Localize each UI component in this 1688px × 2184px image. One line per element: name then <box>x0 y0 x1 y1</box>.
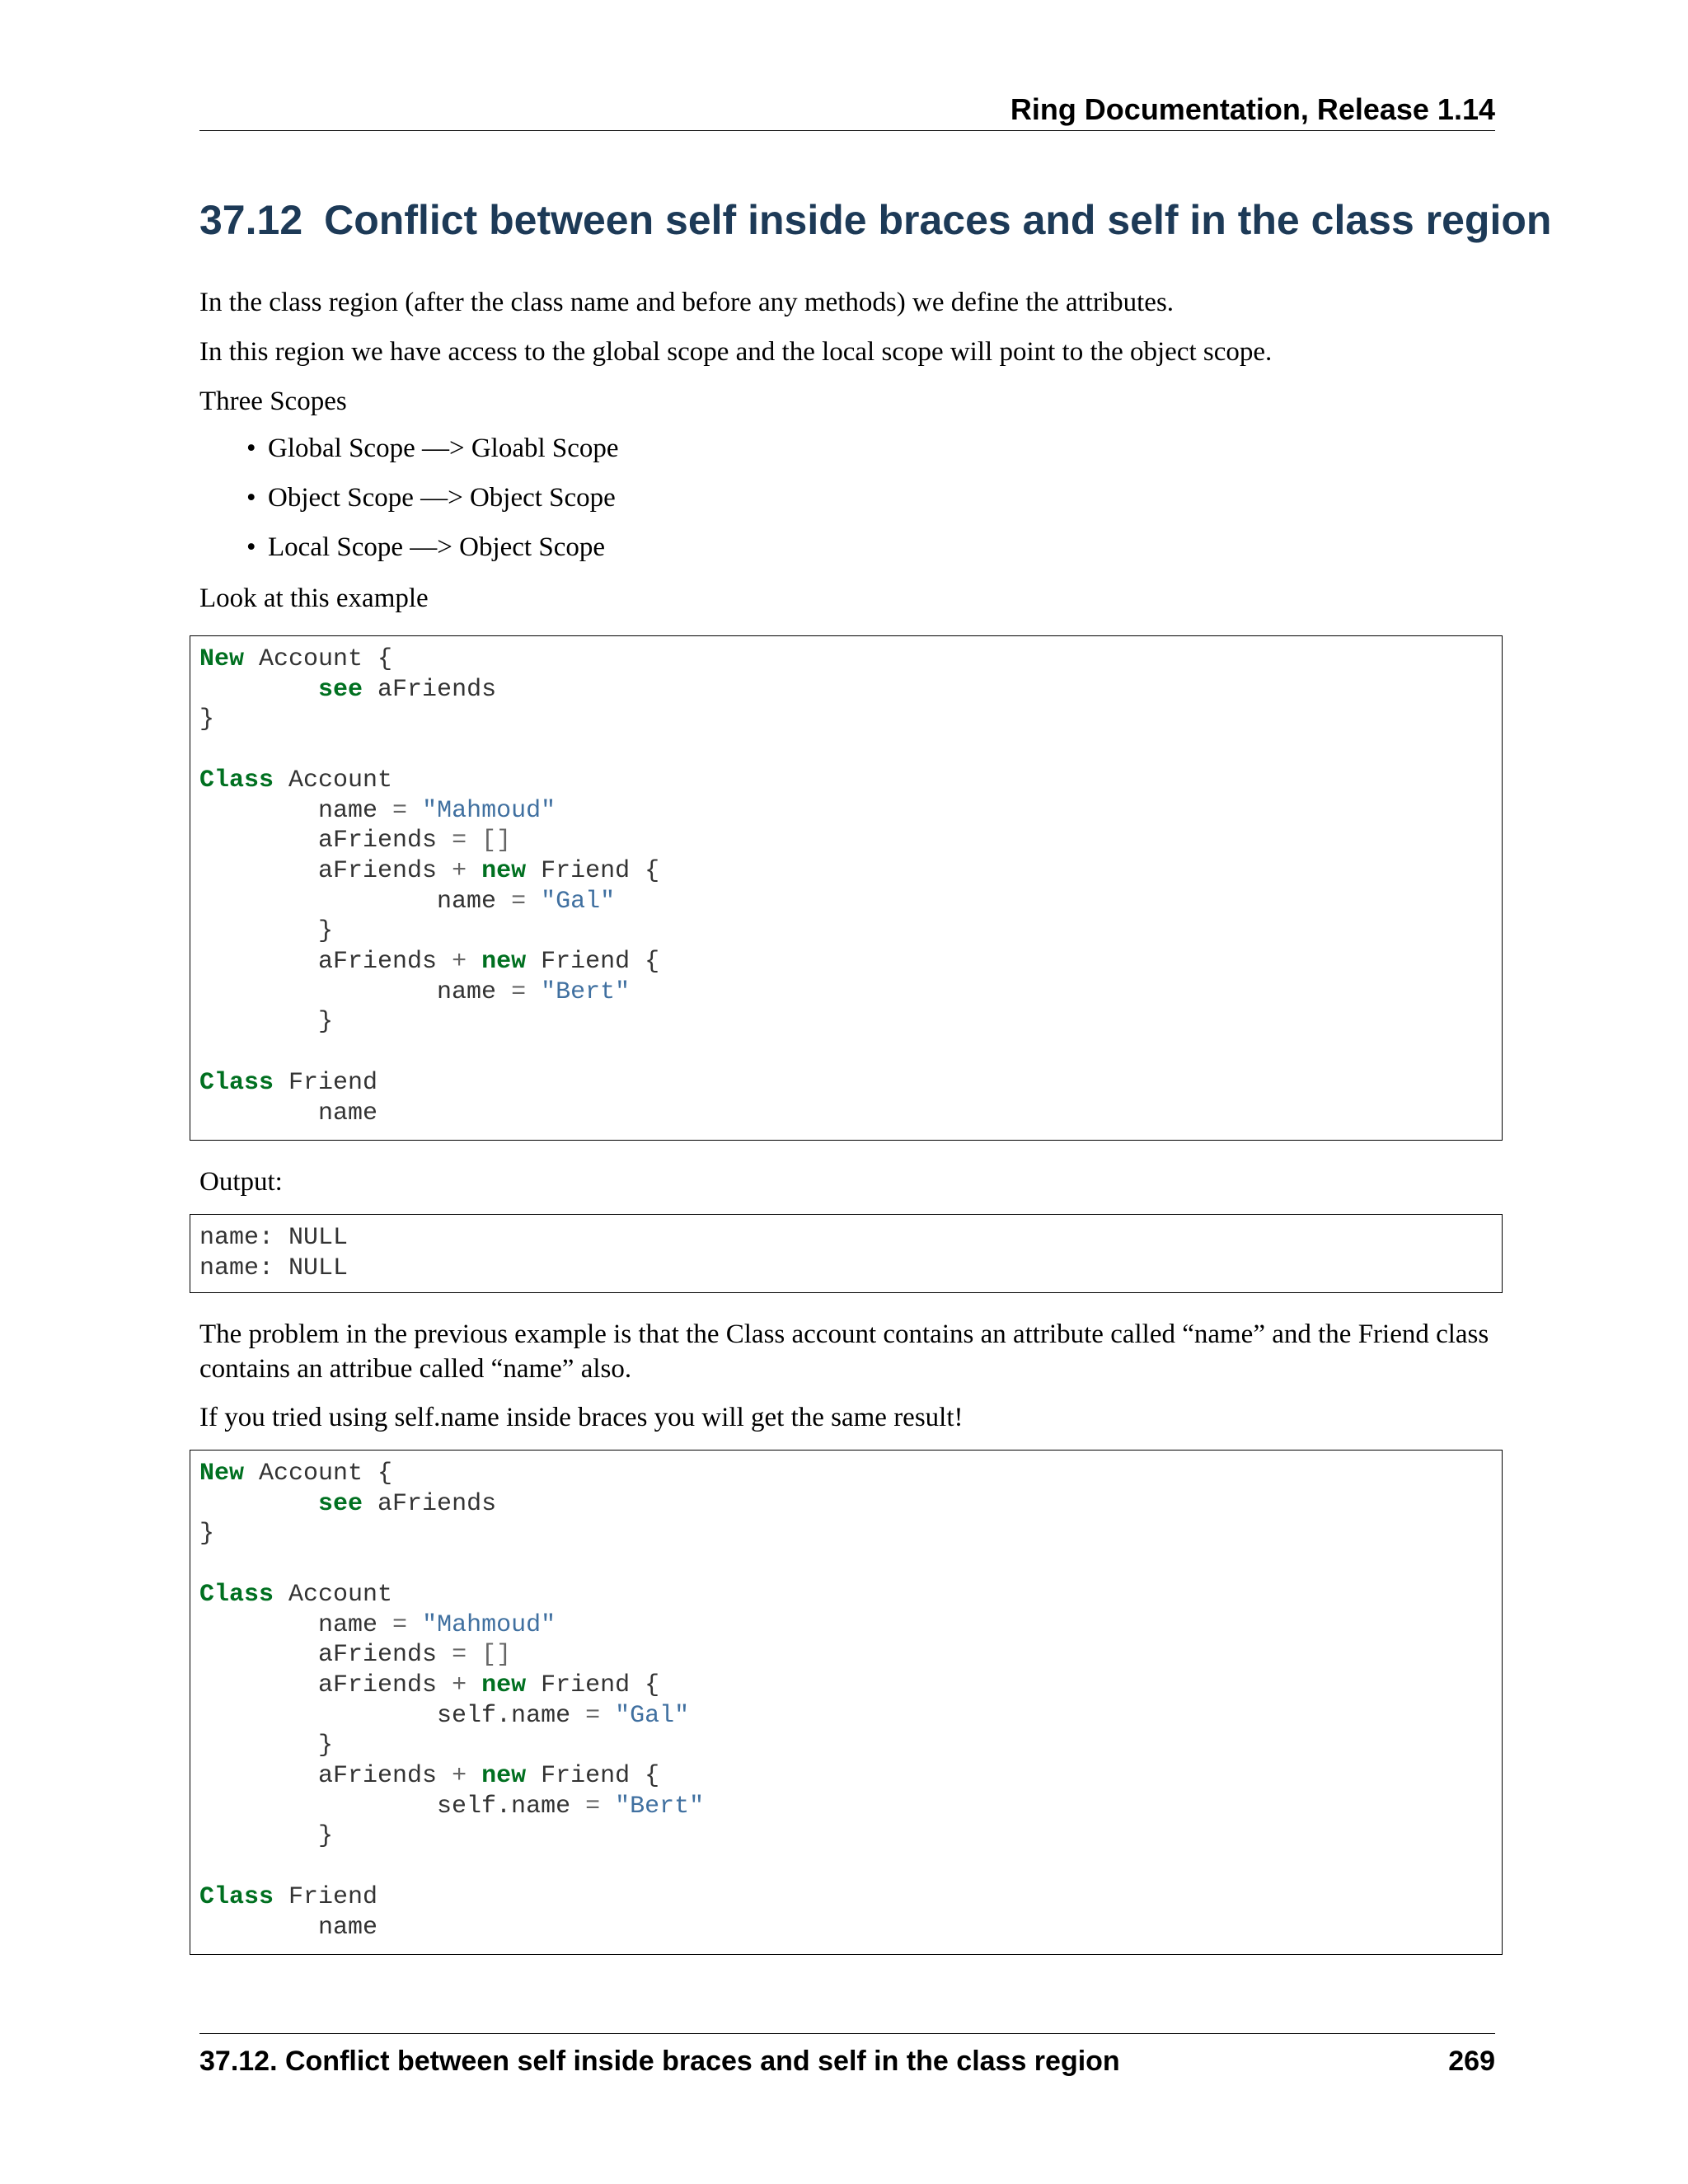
list-item <box>199 480 619 530</box>
header-rule <box>199 130 1495 131</box>
list-item <box>199 431 619 480</box>
paragraph-scope-access: In this region we have access to the global scope and the local scope will point to the object scope. <box>199 337 1273 367</box>
list-item-text: Local Scope —> Object Scope <box>268 532 605 562</box>
code-listing: New Account { see aFriends } Class Account name = "Mahmoud" aFriends = [] aFriends + new Friend { self.name = "Gal" } aFriends + new Friend { self.name = "Bert" } Class Friend name <box>199 1460 705 1942</box>
paragraph-problem: The problem in the previous example is that the Class account contains an attribute called “name” and the Friend class contains an attribue called “name” also. <box>199 1319 1489 1384</box>
code-block-output <box>190 1214 1503 1293</box>
paragraph-class-region: In the class region (after the class name and before any methods) we define the attributes. <box>199 288 1175 317</box>
section-title <box>199 191 1552 249</box>
running-header: Ring Documentation, Release 1.14 <box>1010 92 1495 126</box>
paragraph-look-example: Look at this example <box>199 583 429 613</box>
footer-rule <box>199 2033 1495 2034</box>
section-title-text: Conflict between self inside braces and self in the class region <box>324 197 1552 243</box>
output-listing: name: NULL name: NULL <box>199 1224 349 1282</box>
code-block-example-1 <box>190 635 1503 1141</box>
section-number: 37.12 <box>199 197 303 243</box>
scope-list <box>199 431 619 579</box>
code-block-example-2 <box>190 1450 1503 1955</box>
list-item <box>199 530 619 579</box>
bullet-icon: • <box>246 483 256 513</box>
paragraph-three-scopes: Three Scopes <box>199 387 347 416</box>
paragraph-output-label: Output: <box>199 1167 283 1197</box>
bullet-icon: • <box>246 532 256 562</box>
code-listing: New Account { see aFriends } Class Account name = "Mahmoud" aFriends = [] aFriends + new Friend { name = "Gal" } aFriends + new Friend { name = "Bert" } Class Friend name <box>199 645 660 1127</box>
bullet-icon: • <box>246 434 256 463</box>
paragraph-self-name: If you tried using self.name inside braces you will get the same result! <box>199 1403 964 1432</box>
page-number: 269 <box>1448 2046 1495 2077</box>
footer-section-label: 37.12. Conflict between self inside braces and self in the class region <box>199 2046 1120 2077</box>
list-item-text: Global Scope —> Gloabl Scope <box>268 434 619 463</box>
list-item-text: Object Scope —> Object Scope <box>268 483 616 513</box>
